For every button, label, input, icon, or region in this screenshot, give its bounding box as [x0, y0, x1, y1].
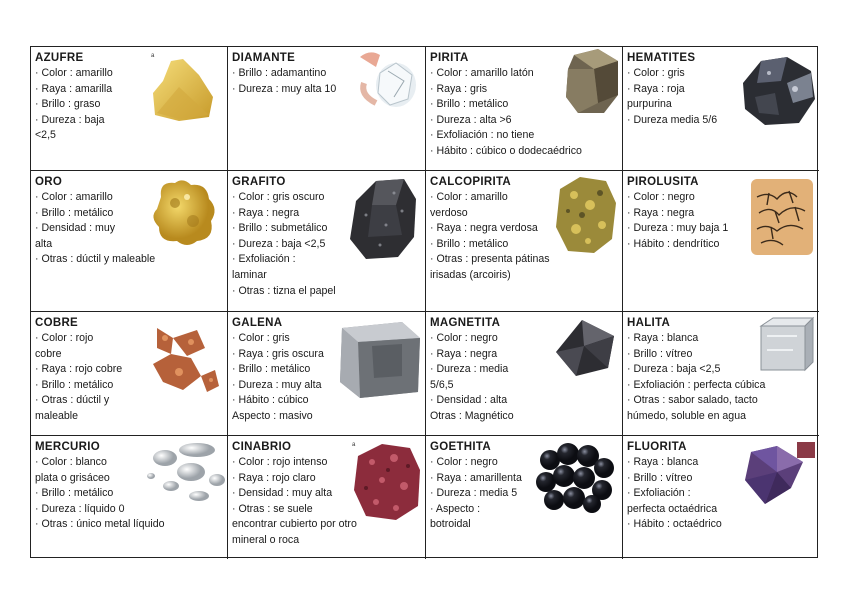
mineral-property-line: · Densidad : muy alta — [232, 487, 333, 500]
mineral-property-line: · Exfoliación : perfecta cúbica — [627, 378, 766, 391]
mineral-property-line: · Raya : negra — [627, 206, 695, 219]
mineral-property-line: plata o grisáceo — [35, 471, 110, 484]
mineral-properties — [430, 455, 618, 533]
mineral-property-line: · Exfoliación : — [232, 253, 296, 266]
mineral-name: GOETHITA — [430, 441, 491, 453]
mineral-properties — [627, 331, 815, 425]
mineral-property-line: · Exfoliación : — [627, 487, 691, 500]
mineral-property-line: · Raya : gris — [430, 82, 488, 95]
mineral-name: PIROLUSITA — [627, 176, 699, 188]
mineral-property-line: · Brillo : metálico — [35, 206, 114, 219]
mineral-card — [426, 436, 623, 559]
mineral-property-line: · Color : blanco — [35, 456, 107, 468]
mineral-property-line: · Color : gris oscuro — [232, 191, 325, 203]
mineral-card — [31, 312, 228, 436]
mineral-name: HEMATITES — [627, 52, 696, 64]
mineral-property-line: · Otras : dúctil y maleable — [35, 253, 156, 266]
mineral-property-line: · Color : rojo — [35, 332, 94, 344]
mineral-property-line: · Raya : blanca — [627, 456, 699, 468]
mineral-property-line: · Brillo : metálico — [430, 237, 509, 250]
mineral-property-line: botroidal — [430, 518, 471, 531]
mineral-property-line: · Raya : negra — [430, 347, 498, 360]
mineral-name: CALCOPIRITA — [430, 176, 512, 188]
mineral-property-line: · Raya : gris oscura — [232, 347, 324, 360]
mineral-property-line: · Raya : negra verdosa — [430, 222, 538, 235]
mineral-property-line: · Hábito : cúbico o dodecaédrico — [430, 144, 582, 157]
mineral-property-line: mineral o roca — [232, 533, 300, 546]
mineral-properties — [430, 190, 618, 284]
mineral-property-line: · Exfoliación : no tiene — [430, 129, 535, 142]
mineral-properties — [232, 190, 421, 299]
mineral-card — [623, 436, 819, 559]
mineral-card — [228, 436, 426, 559]
mineral-name: MAGNETITA — [430, 317, 501, 329]
mineral-property-line: · Raya : blanca — [627, 332, 699, 344]
mineral-property-line: · Hábito : octaédrico — [627, 518, 722, 531]
mineral-card — [31, 436, 228, 559]
mineral-card — [623, 171, 819, 312]
mineral-property-line: · Dureza : alta >6 — [430, 113, 512, 126]
mineral-properties — [627, 455, 815, 533]
mineral-name: MERCURIO — [35, 441, 101, 453]
mineral-properties — [35, 455, 223, 533]
mineral-property-line: · Otras : se suele — [232, 502, 313, 515]
mineral-property-line: · Otras : sabor salado, tacto — [627, 394, 758, 407]
mineral-property-line: · Otras : dúctil y — [35, 394, 110, 407]
mineral-property-line: · Otras : tizna el papel — [232, 284, 336, 297]
mineral-name: AZUFRE — [35, 52, 84, 64]
mineral-property-line: Otras : Magnético — [430, 409, 514, 422]
mineral-card — [31, 171, 228, 312]
mineral-property-line: maleable — [35, 409, 78, 422]
mineral-property-line: encontrar cubierto por otro — [232, 518, 357, 531]
mineral-property-line: · Dureza : muy alta 10 — [232, 82, 337, 95]
mineral-property-line: · Hábito : cúbico — [232, 394, 309, 407]
mineral-property-line: · Densidad : alta — [430, 394, 508, 407]
mineral-property-line: · Color : amarillo latón — [430, 67, 534, 79]
mineral-property-line: · Otras : único metal líquido — [35, 518, 165, 531]
mineral-property-line: · Raya : rojo cobre — [35, 363, 123, 376]
mineral-property-line: · Brillo : vítreo — [627, 471, 693, 484]
mineral-property-line: perfecta octaédrica — [627, 502, 718, 515]
mineral-property-line: · Dureza : líquido 0 — [35, 502, 125, 515]
mineral-name: FLUORITA — [627, 441, 687, 453]
mineral-card — [31, 47, 228, 171]
mineral-property-line: cobre — [35, 347, 62, 360]
mineral-property-line: · Color : negro — [430, 456, 498, 468]
mineral-properties — [35, 331, 223, 425]
mineral-property-line: · Hábito : dendrítico — [627, 237, 720, 250]
mineral-property-line: · Raya : amarillenta — [430, 471, 522, 484]
mineral-property-line: · Brillo : metálico — [35, 378, 114, 391]
mineral-card — [623, 312, 819, 436]
image-credit-mark: a — [352, 442, 356, 448]
mineral-properties — [627, 190, 815, 252]
mineral-property-line: <2,5 — [35, 129, 56, 142]
mineral-properties — [35, 66, 223, 144]
mineral-properties — [430, 331, 618, 425]
mineral-name: GALENA — [232, 317, 283, 329]
mineral-property-line: · Color : amarillo — [35, 67, 113, 79]
mineral-property-line: · Color : amarillo — [35, 191, 113, 203]
mineral-property-line: · Color : negro — [627, 191, 695, 203]
mineral-property-line: · Dureza : baja — [35, 113, 105, 126]
mineral-property-line: · Color : amarillo — [430, 191, 508, 203]
mineral-property-line: · Densidad : muy — [35, 222, 116, 235]
mineral-property-line: · Dureza : muy alta — [232, 378, 322, 391]
mineral-card — [426, 312, 623, 436]
mineral-property-line: · Color : gris — [232, 332, 290, 344]
mineral-property-line: · Brillo : adamantino — [232, 67, 327, 79]
mineral-property-line: · Otras : presenta pátinas — [430, 253, 550, 266]
mineral-properties — [430, 66, 618, 160]
mineral-properties — [232, 66, 421, 97]
mineral-property-line: · Color : negro — [430, 332, 498, 344]
mineral-property-line: laminar — [232, 268, 267, 281]
mineral-card — [426, 47, 623, 171]
mineral-property-line: · Dureza : baja <2,5 — [232, 237, 326, 250]
mineral-property-line: · Raya : rojo claro — [232, 471, 316, 484]
mineral-name: COBRE — [35, 317, 79, 329]
mineral-name: DIAMANTE — [232, 52, 296, 64]
mineral-property-line: · Dureza : media — [430, 363, 509, 376]
mineral-table — [30, 46, 818, 558]
mineral-card — [228, 171, 426, 312]
mineral-card — [426, 171, 623, 312]
mineral-name: ORO — [35, 176, 63, 188]
mineral-property-line: · Dureza : media 5 — [430, 487, 518, 500]
mineral-properties — [232, 455, 421, 549]
mineral-name: HALITA — [627, 317, 671, 329]
mineral-card — [228, 47, 426, 171]
mineral-property-line: · Color : gris — [627, 67, 685, 79]
mineral-property-line: · Aspecto : — [430, 502, 481, 515]
mineral-property-line: alta — [35, 237, 53, 250]
mineral-property-line: · Raya : amarilla — [35, 82, 113, 95]
mineral-property-line: verdoso — [430, 206, 468, 219]
mineral-property-line: purpurina — [627, 98, 672, 111]
image-credit-mark: a — [151, 53, 155, 59]
mineral-property-line: · Brillo : metálico — [35, 487, 114, 500]
mineral-property-line: · Brillo : metálico — [232, 363, 311, 376]
mineral-property-line: · Raya : roja — [627, 82, 685, 95]
mineral-property-line: · Dureza media 5/6 — [627, 113, 718, 126]
mineral-property-line: Aspecto : masivo — [232, 409, 313, 422]
mineral-property-line: · Brillo : graso — [35, 98, 101, 111]
mineral-name: PIRITA — [430, 52, 469, 64]
mineral-properties — [35, 190, 223, 268]
mineral-property-line: · Brillo : vítreo — [627, 347, 693, 360]
mineral-property-line: · Dureza : muy baja 1 — [627, 222, 729, 235]
mineral-card — [228, 312, 426, 436]
mineral-property-line: · Dureza : baja <2,5 — [627, 363, 721, 376]
mineral-name: GRAFITO — [232, 176, 286, 188]
mineral-property-line: húmedo, soluble en agua — [627, 409, 746, 422]
mineral-properties — [232, 331, 421, 425]
mineral-property-line: · Color : rojo intenso — [232, 456, 328, 468]
mineral-card — [623, 47, 819, 171]
mineral-property-line: · Brillo : submetálico — [232, 222, 328, 235]
mineral-property-line: 5/6,5 — [430, 378, 454, 391]
mineral-properties — [627, 66, 815, 128]
mineral-property-line: irisadas (arcoiris) — [430, 268, 511, 281]
mineral-property-line: · Raya : negra — [232, 206, 300, 219]
mineral-property-line: · Brillo : metálico — [430, 98, 509, 111]
mineral-name: CINABRIO — [232, 441, 292, 453]
